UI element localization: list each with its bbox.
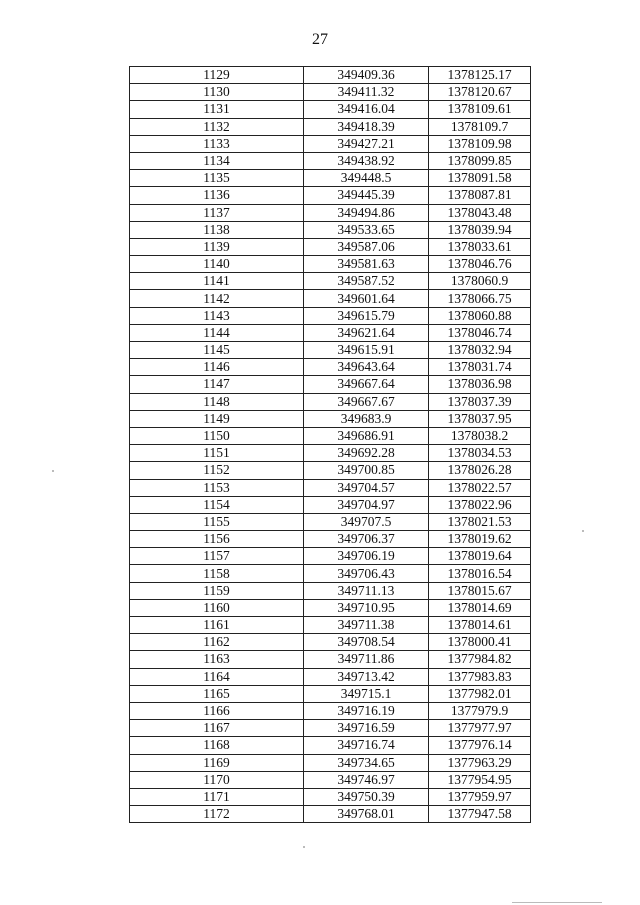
point-number-cell: 1152 [130, 462, 304, 479]
x-coordinate-cell: 349708.54 [304, 634, 429, 651]
table-row [130, 170, 531, 187]
point-number-cell: 1154 [130, 496, 304, 513]
y-coordinate-cell: 1377976.14 [429, 737, 531, 754]
y-coordinate-cell: 1378046.76 [429, 256, 531, 273]
x-coordinate-cell: 349418.39 [304, 118, 429, 135]
y-coordinate-cell: 1378125.17 [429, 67, 531, 84]
x-coordinate-cell: 349533.65 [304, 221, 429, 238]
point-number-cell: 1153 [130, 479, 304, 496]
y-coordinate-cell: 1378032.94 [429, 342, 531, 359]
y-coordinate-cell: 1378109.61 [429, 101, 531, 118]
point-number-cell: 1132 [130, 118, 304, 135]
y-coordinate-cell: 1378037.95 [429, 410, 531, 427]
table-row [130, 101, 531, 118]
y-coordinate-cell: 1377947.58 [429, 806, 531, 823]
point-number-cell: 1143 [130, 307, 304, 324]
y-coordinate-cell: 1378019.64 [429, 548, 531, 565]
y-coordinate-cell: 1378043.48 [429, 204, 531, 221]
x-coordinate-cell: 349706.43 [304, 565, 429, 582]
y-coordinate-cell: 1378031.74 [429, 359, 531, 376]
table-row [130, 410, 531, 427]
scan-speck [512, 902, 602, 903]
table-row [130, 668, 531, 685]
y-coordinate-cell: 1377979.9 [429, 702, 531, 719]
y-coordinate-cell: 1378000.41 [429, 634, 531, 651]
x-coordinate-cell: 349427.21 [304, 135, 429, 152]
point-number-cell: 1165 [130, 685, 304, 702]
y-coordinate-cell: 1378022.96 [429, 496, 531, 513]
x-coordinate-cell: 349601.64 [304, 290, 429, 307]
x-coordinate-cell: 349587.52 [304, 273, 429, 290]
table-row [130, 273, 531, 290]
table-row [130, 582, 531, 599]
coordinates-table-body [130, 67, 531, 823]
y-coordinate-cell: 1377954.95 [429, 771, 531, 788]
scan-speck [582, 530, 584, 532]
x-coordinate-cell: 349615.91 [304, 342, 429, 359]
point-number-cell: 1134 [130, 152, 304, 169]
y-coordinate-cell: 1378036.98 [429, 376, 531, 393]
y-coordinate-cell: 1377983.83 [429, 668, 531, 685]
y-coordinate-cell: 1378014.61 [429, 617, 531, 634]
x-coordinate-cell: 349416.04 [304, 101, 429, 118]
table-row [130, 599, 531, 616]
point-number-cell: 1157 [130, 548, 304, 565]
x-coordinate-cell: 349711.13 [304, 582, 429, 599]
y-coordinate-cell: 1378039.94 [429, 221, 531, 238]
x-coordinate-cell: 349716.19 [304, 702, 429, 719]
y-coordinate-cell: 1378016.54 [429, 565, 531, 582]
x-coordinate-cell: 349409.36 [304, 67, 429, 84]
x-coordinate-cell: 349750.39 [304, 788, 429, 805]
x-coordinate-cell: 349704.97 [304, 496, 429, 513]
point-number-cell: 1135 [130, 170, 304, 187]
table-row [130, 617, 531, 634]
x-coordinate-cell: 349581.63 [304, 256, 429, 273]
y-coordinate-cell: 1377963.29 [429, 754, 531, 771]
point-number-cell: 1156 [130, 531, 304, 548]
table-row [130, 393, 531, 410]
point-number-cell: 1159 [130, 582, 304, 599]
y-coordinate-cell: 1378046.74 [429, 324, 531, 341]
x-coordinate-cell: 349704.57 [304, 479, 429, 496]
y-coordinate-cell: 1378033.61 [429, 238, 531, 255]
table-row [130, 685, 531, 702]
x-coordinate-cell: 349667.64 [304, 376, 429, 393]
point-number-cell: 1155 [130, 513, 304, 530]
table-row [130, 720, 531, 737]
table-row [130, 479, 531, 496]
point-number-cell: 1147 [130, 376, 304, 393]
y-coordinate-cell: 1378109.7 [429, 118, 531, 135]
point-number-cell: 1160 [130, 599, 304, 616]
y-coordinate-cell: 1377959.97 [429, 788, 531, 805]
table-row [130, 462, 531, 479]
point-number-cell: 1129 [130, 67, 304, 84]
point-number-cell: 1166 [130, 702, 304, 719]
x-coordinate-cell: 349715.1 [304, 685, 429, 702]
y-coordinate-cell: 1378109.98 [429, 135, 531, 152]
x-coordinate-cell: 349706.37 [304, 531, 429, 548]
coordinates-table-container [129, 66, 530, 823]
table-row [130, 496, 531, 513]
y-coordinate-cell: 1378026.28 [429, 462, 531, 479]
point-number-cell: 1149 [130, 410, 304, 427]
point-number-cell: 1162 [130, 634, 304, 651]
table-row [130, 135, 531, 152]
y-coordinate-cell: 1378038.2 [429, 427, 531, 444]
table-row [130, 342, 531, 359]
table-row [130, 427, 531, 444]
y-coordinate-cell: 1378099.85 [429, 152, 531, 169]
table-row [130, 324, 531, 341]
y-coordinate-cell: 1378120.67 [429, 84, 531, 101]
x-coordinate-cell: 349667.67 [304, 393, 429, 410]
point-number-cell: 1133 [130, 135, 304, 152]
scan-speck [303, 846, 305, 848]
table-row [130, 548, 531, 565]
table-row [130, 221, 531, 238]
point-number-cell: 1151 [130, 445, 304, 462]
table-row [130, 771, 531, 788]
point-number-cell: 1169 [130, 754, 304, 771]
x-coordinate-cell: 349445.39 [304, 187, 429, 204]
page-number: 27 [312, 31, 328, 48]
point-number-cell: 1131 [130, 101, 304, 118]
x-coordinate-cell: 349683.9 [304, 410, 429, 427]
table-row [130, 788, 531, 805]
y-coordinate-cell: 1378014.69 [429, 599, 531, 616]
point-number-cell: 1150 [130, 427, 304, 444]
table-row [130, 754, 531, 771]
point-number-cell: 1130 [130, 84, 304, 101]
point-number-cell: 1170 [130, 771, 304, 788]
table-row [130, 84, 531, 101]
table-row [130, 806, 531, 823]
x-coordinate-cell: 349438.92 [304, 152, 429, 169]
x-coordinate-cell: 349746.97 [304, 771, 429, 788]
point-number-cell: 1167 [130, 720, 304, 737]
y-coordinate-cell: 1378021.53 [429, 513, 531, 530]
y-coordinate-cell: 1378066.75 [429, 290, 531, 307]
table-row [130, 651, 531, 668]
x-coordinate-cell: 349711.86 [304, 651, 429, 668]
y-coordinate-cell: 1378034.53 [429, 445, 531, 462]
x-coordinate-cell: 349615.79 [304, 307, 429, 324]
y-coordinate-cell: 1378087.81 [429, 187, 531, 204]
point-number-cell: 1140 [130, 256, 304, 273]
table-row [130, 376, 531, 393]
table-row [130, 737, 531, 754]
y-coordinate-cell: 1377984.82 [429, 651, 531, 668]
point-number-cell: 1138 [130, 221, 304, 238]
table-row [130, 256, 531, 273]
point-number-cell: 1164 [130, 668, 304, 685]
y-coordinate-cell: 1377977.97 [429, 720, 531, 737]
table-row [130, 187, 531, 204]
point-number-cell: 1144 [130, 324, 304, 341]
x-coordinate-cell: 349700.85 [304, 462, 429, 479]
y-coordinate-cell: 1378060.9 [429, 273, 531, 290]
point-number-cell: 1139 [130, 238, 304, 255]
table-row [130, 531, 531, 548]
x-coordinate-cell: 349710.95 [304, 599, 429, 616]
x-coordinate-cell: 349621.64 [304, 324, 429, 341]
table-row [130, 445, 531, 462]
table-row [130, 307, 531, 324]
y-coordinate-cell: 1378037.39 [429, 393, 531, 410]
point-number-cell: 1161 [130, 617, 304, 634]
y-coordinate-cell: 1377982.01 [429, 685, 531, 702]
y-coordinate-cell: 1378015.67 [429, 582, 531, 599]
x-coordinate-cell: 349768.01 [304, 806, 429, 823]
point-number-cell: 1145 [130, 342, 304, 359]
table-row [130, 359, 531, 376]
x-coordinate-cell: 349706.19 [304, 548, 429, 565]
x-coordinate-cell: 349411.32 [304, 84, 429, 101]
x-coordinate-cell: 349494.86 [304, 204, 429, 221]
point-number-cell: 1142 [130, 290, 304, 307]
point-number-cell: 1137 [130, 204, 304, 221]
table-row [130, 238, 531, 255]
x-coordinate-cell: 349734.65 [304, 754, 429, 771]
x-coordinate-cell: 349707.5 [304, 513, 429, 530]
point-number-cell: 1141 [130, 273, 304, 290]
y-coordinate-cell: 1378022.57 [429, 479, 531, 496]
x-coordinate-cell: 349711.38 [304, 617, 429, 634]
table-row [130, 204, 531, 221]
x-coordinate-cell: 349716.74 [304, 737, 429, 754]
x-coordinate-cell: 349587.06 [304, 238, 429, 255]
point-number-cell: 1172 [130, 806, 304, 823]
table-row [130, 118, 531, 135]
point-number-cell: 1168 [130, 737, 304, 754]
point-number-cell: 1136 [130, 187, 304, 204]
point-number-cell: 1163 [130, 651, 304, 668]
scan-speck [52, 470, 54, 472]
table-row [130, 513, 531, 530]
x-coordinate-cell: 349692.28 [304, 445, 429, 462]
table-row [130, 702, 531, 719]
y-coordinate-cell: 1378091.58 [429, 170, 531, 187]
x-coordinate-cell: 349643.64 [304, 359, 429, 376]
x-coordinate-cell: 349713.42 [304, 668, 429, 685]
table-row [130, 67, 531, 84]
point-number-cell: 1171 [130, 788, 304, 805]
table-row [130, 634, 531, 651]
table-row [130, 290, 531, 307]
x-coordinate-cell: 349686.91 [304, 427, 429, 444]
table-row [130, 565, 531, 582]
x-coordinate-cell: 349448.5 [304, 170, 429, 187]
point-number-cell: 1158 [130, 565, 304, 582]
table-row [130, 152, 531, 169]
point-number-cell: 1146 [130, 359, 304, 376]
y-coordinate-cell: 1378019.62 [429, 531, 531, 548]
x-coordinate-cell: 349716.59 [304, 720, 429, 737]
coordinates-table [129, 66, 531, 823]
y-coordinate-cell: 1378060.88 [429, 307, 531, 324]
point-number-cell: 1148 [130, 393, 304, 410]
